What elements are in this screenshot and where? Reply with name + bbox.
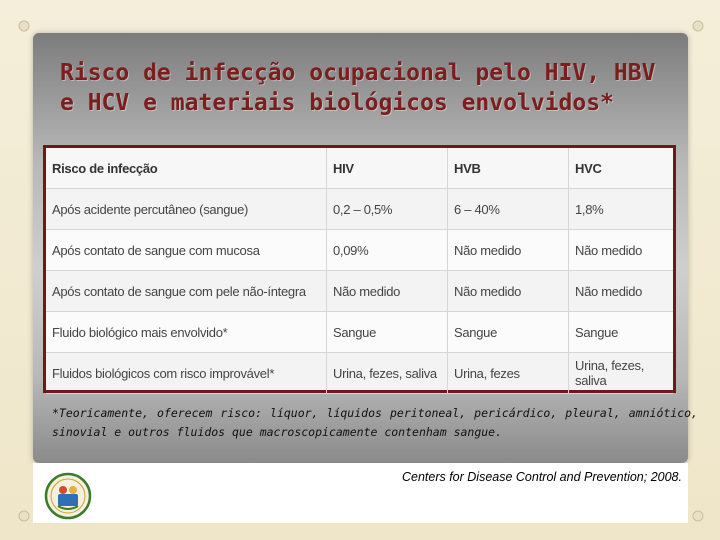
table-cell: Não medido — [448, 271, 569, 312]
table-cell: Urina, fezes, saliva — [569, 353, 674, 394]
header-hvb: HVB — [448, 148, 569, 189]
table-cell: Fluido biológico mais envolvido* — [46, 312, 327, 353]
table-header-row — [46, 148, 673, 189]
table-cell: Não medido — [327, 271, 448, 312]
header-risk: Risco de infecção — [46, 148, 327, 189]
table-cell: 0,09% — [327, 230, 448, 271]
table-row — [46, 230, 673, 271]
institution-logo-icon — [44, 472, 92, 520]
table-cell: Não medido — [569, 230, 674, 271]
table-cell: 0,2 – 0,5% — [327, 189, 448, 230]
table-cell: 6 – 40% — [448, 189, 569, 230]
pushpin-icon — [16, 18, 32, 34]
risk-table — [46, 148, 673, 394]
table-cell: Fluidos biológicos com risco improvável* — [46, 353, 327, 394]
table-row — [46, 189, 673, 230]
table-cell: Sangue — [569, 312, 674, 353]
table-cell: Não medido — [448, 230, 569, 271]
pushpin-icon — [690, 508, 706, 524]
table-cell: Urina, fezes, saliva — [327, 353, 448, 394]
table-cell: Após acidente percutâneo (sangue) — [46, 189, 327, 230]
pushpin-icon — [690, 18, 706, 34]
slide-title: Risco de infecção ocupacional pelo HIV, HBV e HCV e materiais biológicos envolvidos* — [60, 60, 656, 116]
table-row — [46, 271, 673, 312]
table-cell: 1,8% — [569, 189, 674, 230]
source-citation: Centers for Disease Control and Prevention; 2008. — [401, 470, 682, 484]
table-cell: Sangue — [448, 312, 569, 353]
table-row — [46, 312, 673, 353]
footnote: *Teoricamente, oferecem risco: líquor, líquidos peritoneal, pericárdico, pleural, amniótico, sinovial e outros fluidos que macroscopicamente contenham sangue. — [52, 406, 698, 439]
header-hiv: HIV — [327, 148, 448, 189]
table-cell: Urina, fezes — [448, 353, 569, 394]
table-cell: Após contato de sangue com pele não-íntegra — [46, 271, 327, 312]
header-hvc: HVC — [569, 148, 674, 189]
risk-table-container — [43, 145, 676, 393]
table-cell: Não medido — [569, 271, 674, 312]
pushpin-icon — [16, 508, 32, 524]
table-cell: Sangue — [327, 312, 448, 353]
table-row — [46, 353, 673, 394]
table-cell: Após contato de sangue com mucosa — [46, 230, 327, 271]
